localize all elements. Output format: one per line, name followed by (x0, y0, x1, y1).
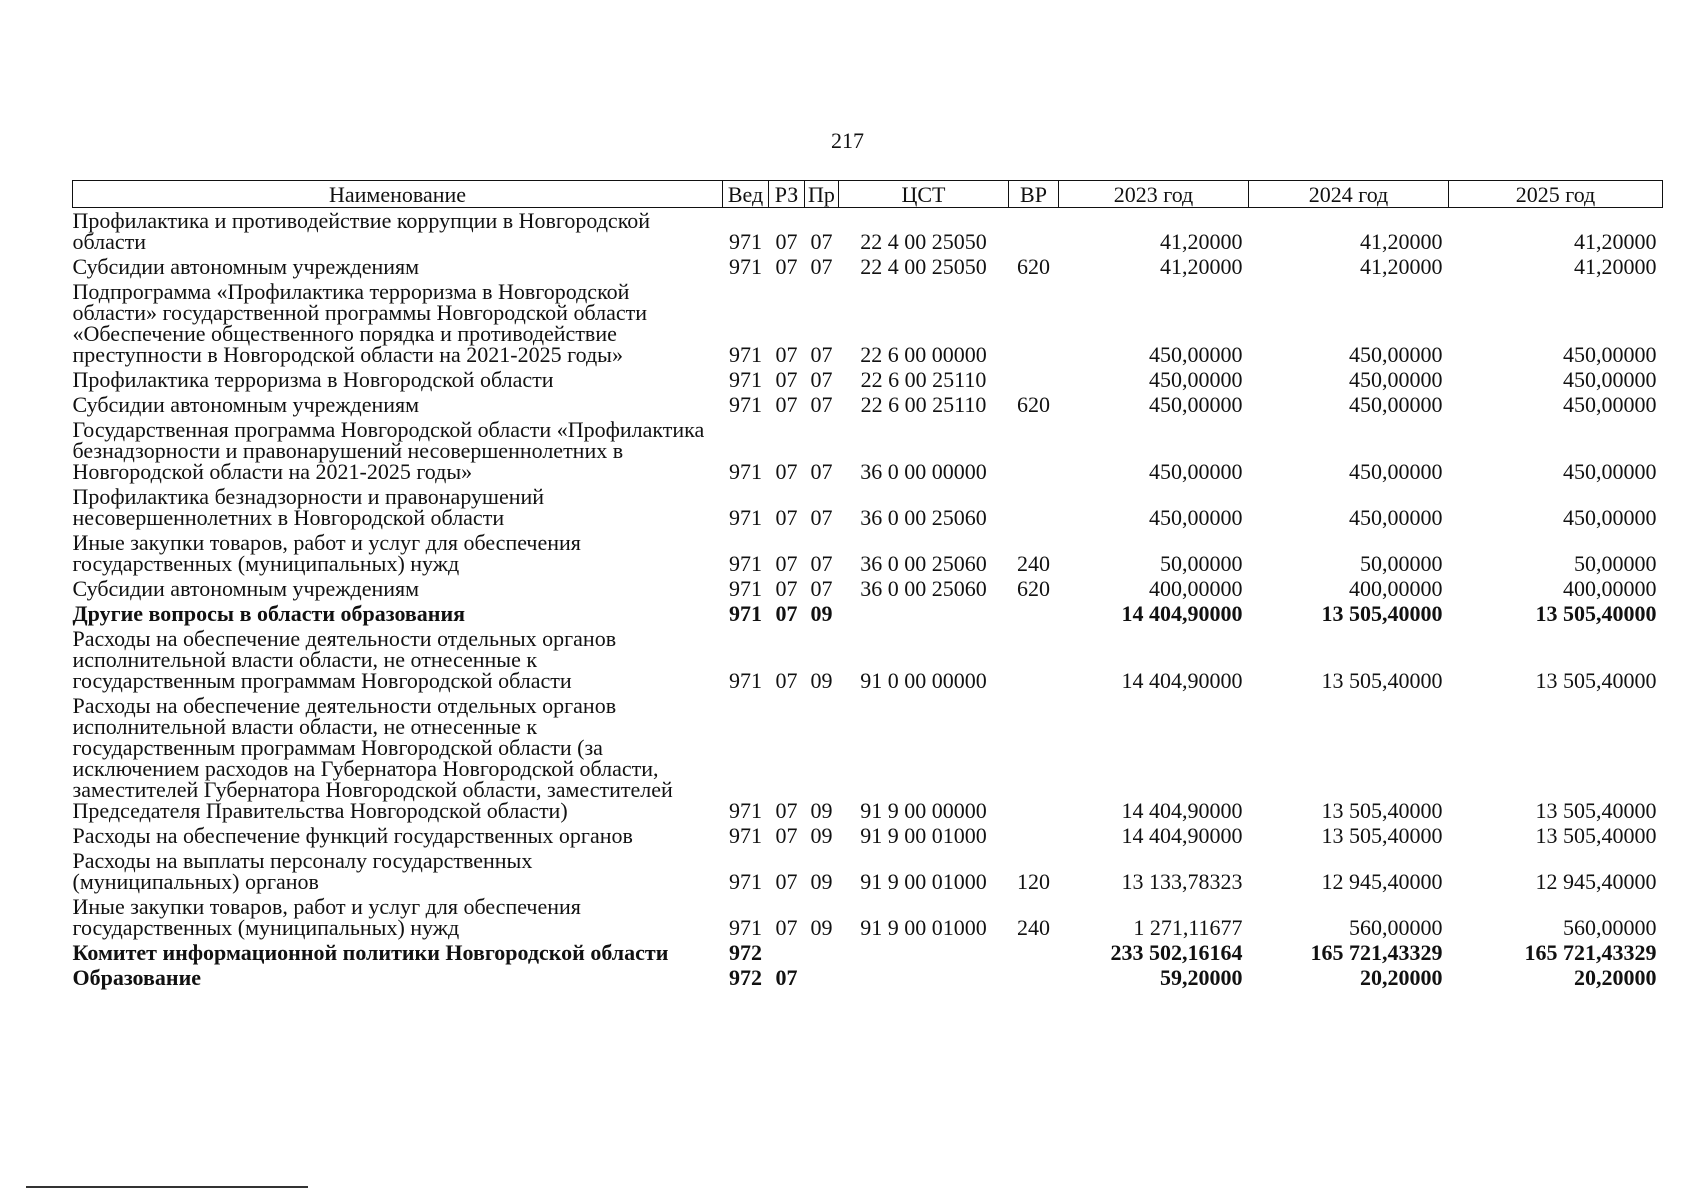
table-row (73, 894, 1663, 940)
cell-vr: 240 (1017, 551, 1050, 576)
budget-table (72, 180, 1663, 990)
cell-pr: 07 (810, 505, 833, 530)
header-2023: 2023 год (1059, 181, 1249, 208)
table-row (73, 601, 1663, 626)
cell-y2023: 1 271,11677 (1133, 915, 1243, 940)
cell-cst: 22 4 00 25050 (860, 254, 987, 279)
cell-y2024: 165 721,43329 (1310, 940, 1443, 965)
cell-y2025: 165 721,43329 (1524, 940, 1657, 965)
cell-vr (1009, 279, 1059, 367)
cell-pr: 09 (810, 869, 833, 894)
header-2025: 2025 год (1449, 181, 1663, 208)
cell-pr: 07 (810, 254, 833, 279)
cell-cst: 22 6 00 25110 (860, 392, 987, 417)
table-row (73, 693, 1663, 823)
cell-y2024: 450,00000 (1349, 367, 1443, 392)
header-cst: ЦСТ (839, 181, 1009, 208)
cell-y2025: 20,20000 (1574, 965, 1657, 990)
table-row (73, 279, 1663, 367)
cell-pr: 07 (810, 342, 833, 367)
cell-ved: 972 (729, 965, 762, 990)
cell-ved: 971 (729, 459, 762, 484)
cell-rz: 07 (775, 342, 798, 367)
cell-ved: 971 (729, 367, 762, 392)
cell-name: Профилактика безнадзорности и правонарушений несовершеннолетних в Новгородской области (72, 484, 545, 530)
table-row (73, 940, 1663, 965)
cell-y2025: 560,00000 (1563, 915, 1657, 940)
cell-y2024: 13 505,40000 (1321, 823, 1443, 848)
cell-cst: 91 0 00 00000 (860, 668, 987, 693)
cell-ved: 971 (729, 254, 762, 279)
cell-vr (1009, 484, 1059, 530)
cell-cst: 22 4 00 25050 (860, 229, 987, 254)
table-body (73, 208, 1663, 991)
cell-y2023: 450,00000 (1149, 367, 1243, 392)
table-row (73, 576, 1663, 601)
cell-y2023: 50,00000 (1160, 551, 1243, 576)
cell-name: Расходы на обеспечение деятельности отдельных органов исполнительной власти области, не отнесенные к государственным программам Новгородской области (72, 626, 617, 693)
cell-y2024: 13 505,40000 (1321, 798, 1443, 823)
cell-ved: 971 (729, 342, 762, 367)
table-row (73, 530, 1663, 576)
cell-y2024: 560,00000 (1349, 915, 1443, 940)
cell-rz: 07 (775, 229, 798, 254)
cell-pr: 09 (810, 798, 833, 823)
table-row (73, 965, 1663, 990)
table-row (73, 367, 1663, 392)
cell-name: Иные закупки товаров, работ и услуг для обеспечения государственных (муниципальных) нужд (72, 894, 581, 940)
cell-cst: 91 9 00 01000 (860, 915, 987, 940)
cell-vr (1009, 965, 1059, 990)
header-rz: РЗ (769, 181, 805, 208)
cell-name: Профилактика терроризма в Новгородской области (72, 367, 554, 392)
cell-pr: 07 (810, 551, 833, 576)
table-row (73, 626, 1663, 693)
cell-vr: 620 (1017, 576, 1050, 601)
cell-pr: 07 (810, 229, 833, 254)
cell-y2023: 450,00000 (1149, 342, 1243, 367)
cell-y2025: 50,00000 (1574, 551, 1657, 576)
cell-pr (805, 940, 839, 965)
cell-rz: 07 (775, 459, 798, 484)
cell-y2024: 450,00000 (1349, 392, 1443, 417)
cell-name: Субсидии автономным учреждениям (72, 392, 420, 417)
cell-y2025: 13 505,40000 (1535, 601, 1657, 626)
table-header-row (73, 181, 1663, 208)
cell-y2023: 450,00000 (1149, 459, 1243, 484)
cell-ved: 971 (729, 392, 762, 417)
cell-ved: 971 (729, 229, 762, 254)
cell-cst: 22 6 00 00000 (860, 342, 987, 367)
cell-name: Расходы на выплаты персоналу государственных (муниципальных) органов (72, 848, 533, 894)
cell-name: Иные закупки товаров, работ и услуг для обеспечения государственных (муниципальных) нужд (72, 530, 581, 576)
header-name: Наименование (73, 181, 723, 208)
cell-cst: 36 0 00 25060 (860, 505, 987, 530)
cell-pr: 07 (810, 576, 833, 601)
table-row (73, 417, 1663, 484)
cell-rz: 07 (775, 392, 798, 417)
cell-vr (1009, 208, 1059, 255)
cell-cst: 22 6 00 25110 (860, 367, 987, 392)
cell-y2023: 233 502,16164 (1110, 940, 1243, 965)
header-ved: Вед (723, 181, 769, 208)
cell-y2023: 14 404,90000 (1121, 601, 1243, 626)
cell-cst: 91 9 00 00000 (860, 798, 987, 823)
cell-y2025: 12 945,40000 (1535, 869, 1657, 894)
cell-rz: 07 (775, 798, 798, 823)
cell-y2025: 450,00000 (1563, 505, 1657, 530)
cell-y2024: 13 505,40000 (1321, 668, 1443, 693)
cell-y2023: 450,00000 (1149, 505, 1243, 530)
cell-name: Субсидии автономным учреждениям (72, 254, 420, 279)
table-row (73, 848, 1663, 894)
cell-name: Профилактика и противодействие коррупции в Новгородской области (72, 208, 651, 254)
cell-ved: 971 (729, 576, 762, 601)
header-2024: 2024 год (1249, 181, 1449, 208)
cell-name: Расходы на обеспечение деятельности отдельных органов исполнительной власти области, не отнесенные к государственным программам Новгородской области (за исключением расходов на Губернатора Новгородской области, заместителей Губернатора Новгородской области, заместителей Председателя Правительства Новгородской области) (72, 693, 673, 823)
table-row (73, 254, 1663, 279)
cell-cst: 91 9 00 01000 (860, 869, 987, 894)
cell-name: Другие вопросы в области образования (72, 601, 466, 626)
cell-ved: 971 (729, 823, 762, 848)
cell-vr (1009, 823, 1059, 848)
cell-vr (1009, 626, 1059, 693)
cell-rz: 07 (775, 367, 798, 392)
cell-y2024: 12 945,40000 (1321, 869, 1443, 894)
table-row (73, 823, 1663, 848)
cell-cst (839, 940, 1009, 965)
cell-rz: 07 (775, 254, 798, 279)
cell-vr: 620 (1017, 254, 1050, 279)
table-row (73, 484, 1663, 530)
cell-y2023: 450,00000 (1149, 392, 1243, 417)
cell-rz: 07 (775, 551, 798, 576)
cell-y2023: 400,00000 (1149, 576, 1243, 601)
cell-ved: 971 (729, 668, 762, 693)
cell-ved: 971 (729, 601, 762, 626)
cell-cst: 36 0 00 25060 (860, 551, 987, 576)
cell-y2023: 41,20000 (1160, 229, 1243, 254)
header-pr: Пр (805, 181, 839, 208)
cell-rz: 07 (775, 869, 798, 894)
cell-vr (1009, 417, 1059, 484)
cell-name: Расходы на обеспечение функций государственных органов (72, 823, 633, 848)
cell-y2023: 14 404,90000 (1121, 823, 1243, 848)
cell-vr (1009, 601, 1059, 626)
cell-y2024: 13 505,40000 (1321, 601, 1443, 626)
cell-y2025: 13 505,40000 (1535, 668, 1657, 693)
cell-y2025: 13 505,40000 (1535, 823, 1657, 848)
cell-pr: 07 (810, 459, 833, 484)
cell-y2025: 450,00000 (1563, 459, 1657, 484)
cell-vr (1009, 940, 1059, 965)
cell-vr: 120 (1017, 869, 1050, 894)
cell-rz: 07 (775, 965, 798, 990)
cell-y2023: 59,20000 (1160, 965, 1243, 990)
cell-ved: 971 (729, 869, 762, 894)
cell-y2024: 450,00000 (1349, 342, 1443, 367)
cell-rz: 07 (775, 505, 798, 530)
cell-name: Образование (72, 965, 202, 990)
cell-rz: 07 (775, 601, 798, 626)
cell-ved: 971 (729, 551, 762, 576)
cell-vr: 620 (1017, 392, 1050, 417)
cell-y2024: 20,20000 (1360, 965, 1443, 990)
footer-divider (26, 1186, 308, 1188)
cell-pr: 09 (810, 668, 833, 693)
cell-name: Субсидии автономным учреждениям (72, 576, 420, 601)
cell-pr: 07 (810, 392, 833, 417)
cell-y2024: 50,00000 (1360, 551, 1443, 576)
cell-pr: 09 (810, 601, 833, 626)
cell-ved: 971 (729, 505, 762, 530)
cell-y2024: 450,00000 (1349, 459, 1443, 484)
cell-ved: 971 (729, 798, 762, 823)
cell-y2023: 14 404,90000 (1121, 798, 1243, 823)
header-vr: ВР (1009, 181, 1059, 208)
page-number: 217 (831, 128, 864, 153)
cell-cst: 91 9 00 01000 (860, 823, 987, 848)
cell-ved: 971 (729, 915, 762, 940)
cell-name: Подпрограмма «Профилактика терроризма в Новгородской области» государственной программы Новгородской области «Обеспечение общественного порядка и противодействие преступности в Новгородской области на 2021-2025 годы» (72, 279, 647, 367)
cell-y2025: 13 505,40000 (1535, 798, 1657, 823)
cell-rz: 07 (775, 915, 798, 940)
cell-rz: 07 (775, 668, 798, 693)
cell-pr (805, 965, 839, 990)
cell-cst (839, 601, 1009, 626)
cell-cst (839, 965, 1009, 990)
cell-ved: 972 (729, 940, 762, 965)
cell-y2025: 400,00000 (1563, 576, 1657, 601)
cell-y2025: 450,00000 (1563, 392, 1657, 417)
cell-name: Комитет информационной политики Новгородской области (72, 940, 669, 965)
cell-name: Государственная программа Новгородской области «Профилактика безнадзорности и правонарушений несовершеннолетних в Новгородской области на 2021-2025 годы» (72, 417, 705, 484)
cell-y2025: 450,00000 (1563, 367, 1657, 392)
cell-y2024: 400,00000 (1349, 576, 1443, 601)
cell-pr: 09 (810, 915, 833, 940)
cell-y2023: 41,20000 (1160, 254, 1243, 279)
table-row (73, 392, 1663, 417)
cell-vr (1009, 693, 1059, 823)
cell-rz: 07 (775, 823, 798, 848)
table-row (73, 208, 1663, 255)
cell-pr: 09 (810, 823, 833, 848)
cell-y2024: 41,20000 (1360, 229, 1443, 254)
cell-y2025: 41,20000 (1574, 254, 1657, 279)
cell-vr: 240 (1017, 915, 1050, 940)
cell-vr (1009, 367, 1059, 392)
cell-cst: 36 0 00 25060 (860, 576, 987, 601)
cell-y2025: 41,20000 (1574, 229, 1657, 254)
cell-y2023: 13 133,78323 (1121, 869, 1243, 894)
cell-y2024: 450,00000 (1349, 505, 1443, 530)
cell-rz: 07 (775, 576, 798, 601)
cell-y2025: 450,00000 (1563, 342, 1657, 367)
cell-cst: 36 0 00 00000 (860, 459, 987, 484)
cell-rz (769, 940, 805, 965)
cell-y2024: 41,20000 (1360, 254, 1443, 279)
cell-pr: 07 (810, 367, 833, 392)
cell-y2023: 14 404,90000 (1121, 668, 1243, 693)
